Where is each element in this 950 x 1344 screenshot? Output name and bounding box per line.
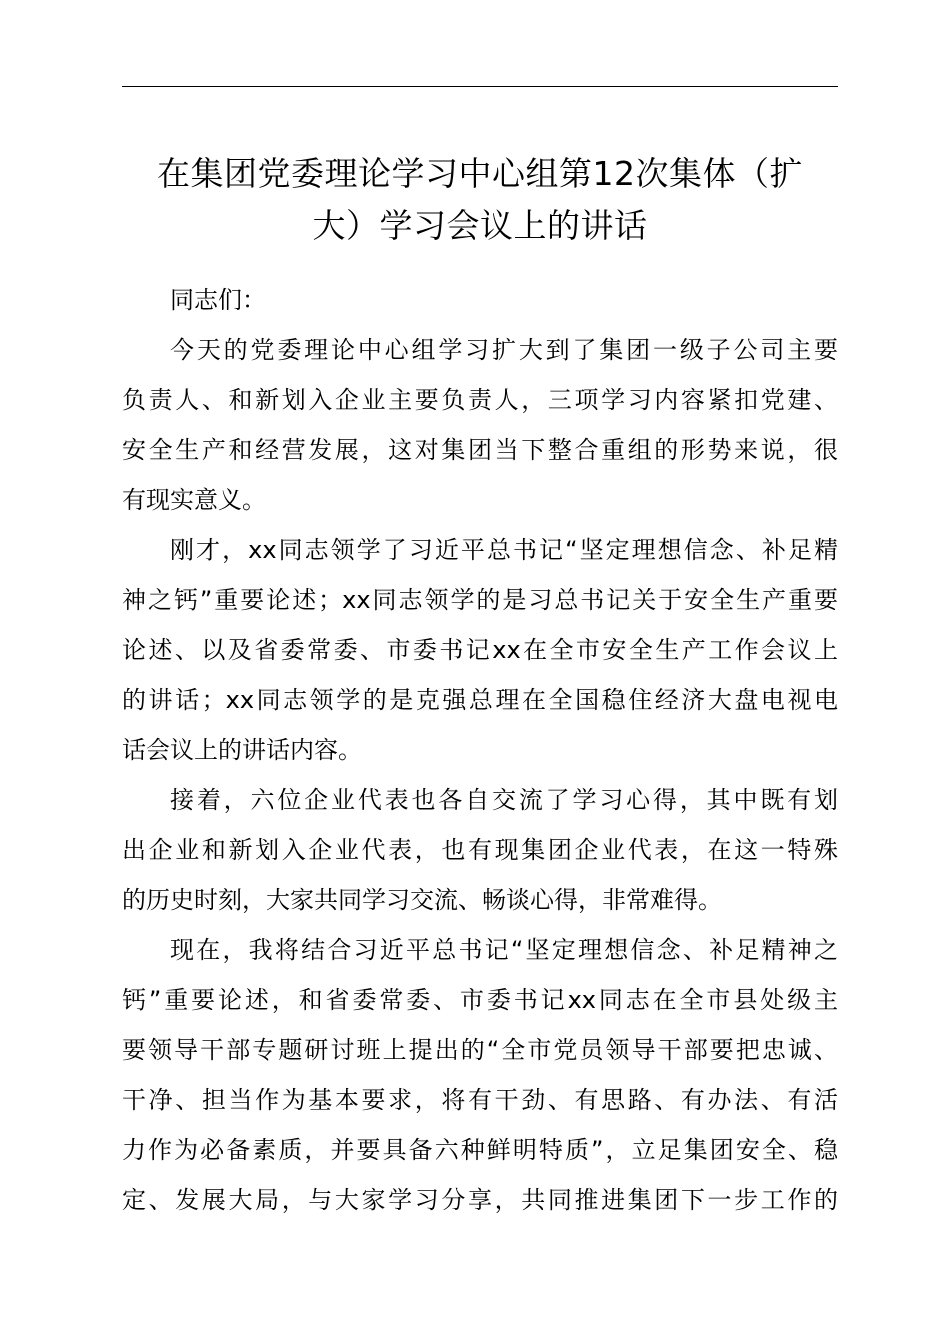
paragraph	[122, 525, 838, 775]
document-title	[110, 148, 850, 252]
title-line: 大）学习会议上的讲话	[312, 206, 648, 245]
paragraph-line: 力作为必备素质，并要具备六种鲜明特质”，立足集团安全、稳	[122, 1136, 838, 1164]
paragraph-line: 刚才，xx同志领学了习近平总书记“坚定理想信念、补足精	[170, 536, 838, 564]
salutation	[122, 275, 838, 325]
paragraph-line: 出企业和新划入企业代表，也有现集团企业代表，在这一特殊	[122, 836, 838, 864]
salutation-text: 同志们：	[170, 286, 266, 314]
paragraph-line: 钙”重要论述，和省委常委、市委书记xx同志在全市县处级主	[122, 986, 838, 1014]
paragraph-line: 安全生产和经营发展，这对集团当下整合重组的形势来说，很	[122, 436, 838, 464]
document-body	[122, 275, 838, 1225]
paragraph-line: 定、发展大局，与大家学习分享，共同推进集团下一步工作的	[122, 1186, 838, 1214]
paragraph-line: 接着，六位企业代表也各自交流了学习心得，其中既有划	[170, 786, 838, 814]
header-rule	[122, 86, 838, 87]
paragraph	[122, 325, 838, 525]
paragraph-line: 今天的党委理论中心组学习扩大到了集团一级子公司主要	[170, 336, 838, 364]
paragraph-line: 话会议上的讲话内容。	[122, 736, 362, 764]
paragraph-line: 论述、以及省委常委、市委书记xx在全市安全生产工作会议上	[122, 636, 838, 664]
title-line: 在集团党委理论学习中心组第12次集体（扩	[157, 154, 803, 193]
paragraph-line: 有现实意义。	[122, 486, 266, 514]
paragraph-line: 现在，我将结合习近平总书记“坚定理想信念、补足精神之	[170, 936, 838, 964]
paragraph-line: 的讲话；xx同志领学的是克强总理在全国稳住经济大盘电视电	[122, 686, 838, 714]
paragraph-line: 干净、担当作为基本要求，将有干劲、有思路、有办法、有活	[122, 1086, 838, 1114]
paragraph-line: 负责人、和新划入企业主要负责人，三项学习内容紧扣党建、	[122, 386, 838, 414]
paragraph	[122, 775, 838, 925]
paragraph-line: 神之钙”重要论述；xx同志领学的是习总书记关于安全生产重要	[122, 586, 838, 614]
paragraph-line: 的历史时刻，大家共同学习交流、畅谈心得，非常难得。	[122, 886, 722, 914]
paragraph-line: 要领导干部专题研讨班上提出的“全市党员领导干部要把忠诚、	[122, 1036, 838, 1064]
paragraph	[122, 925, 838, 1225]
